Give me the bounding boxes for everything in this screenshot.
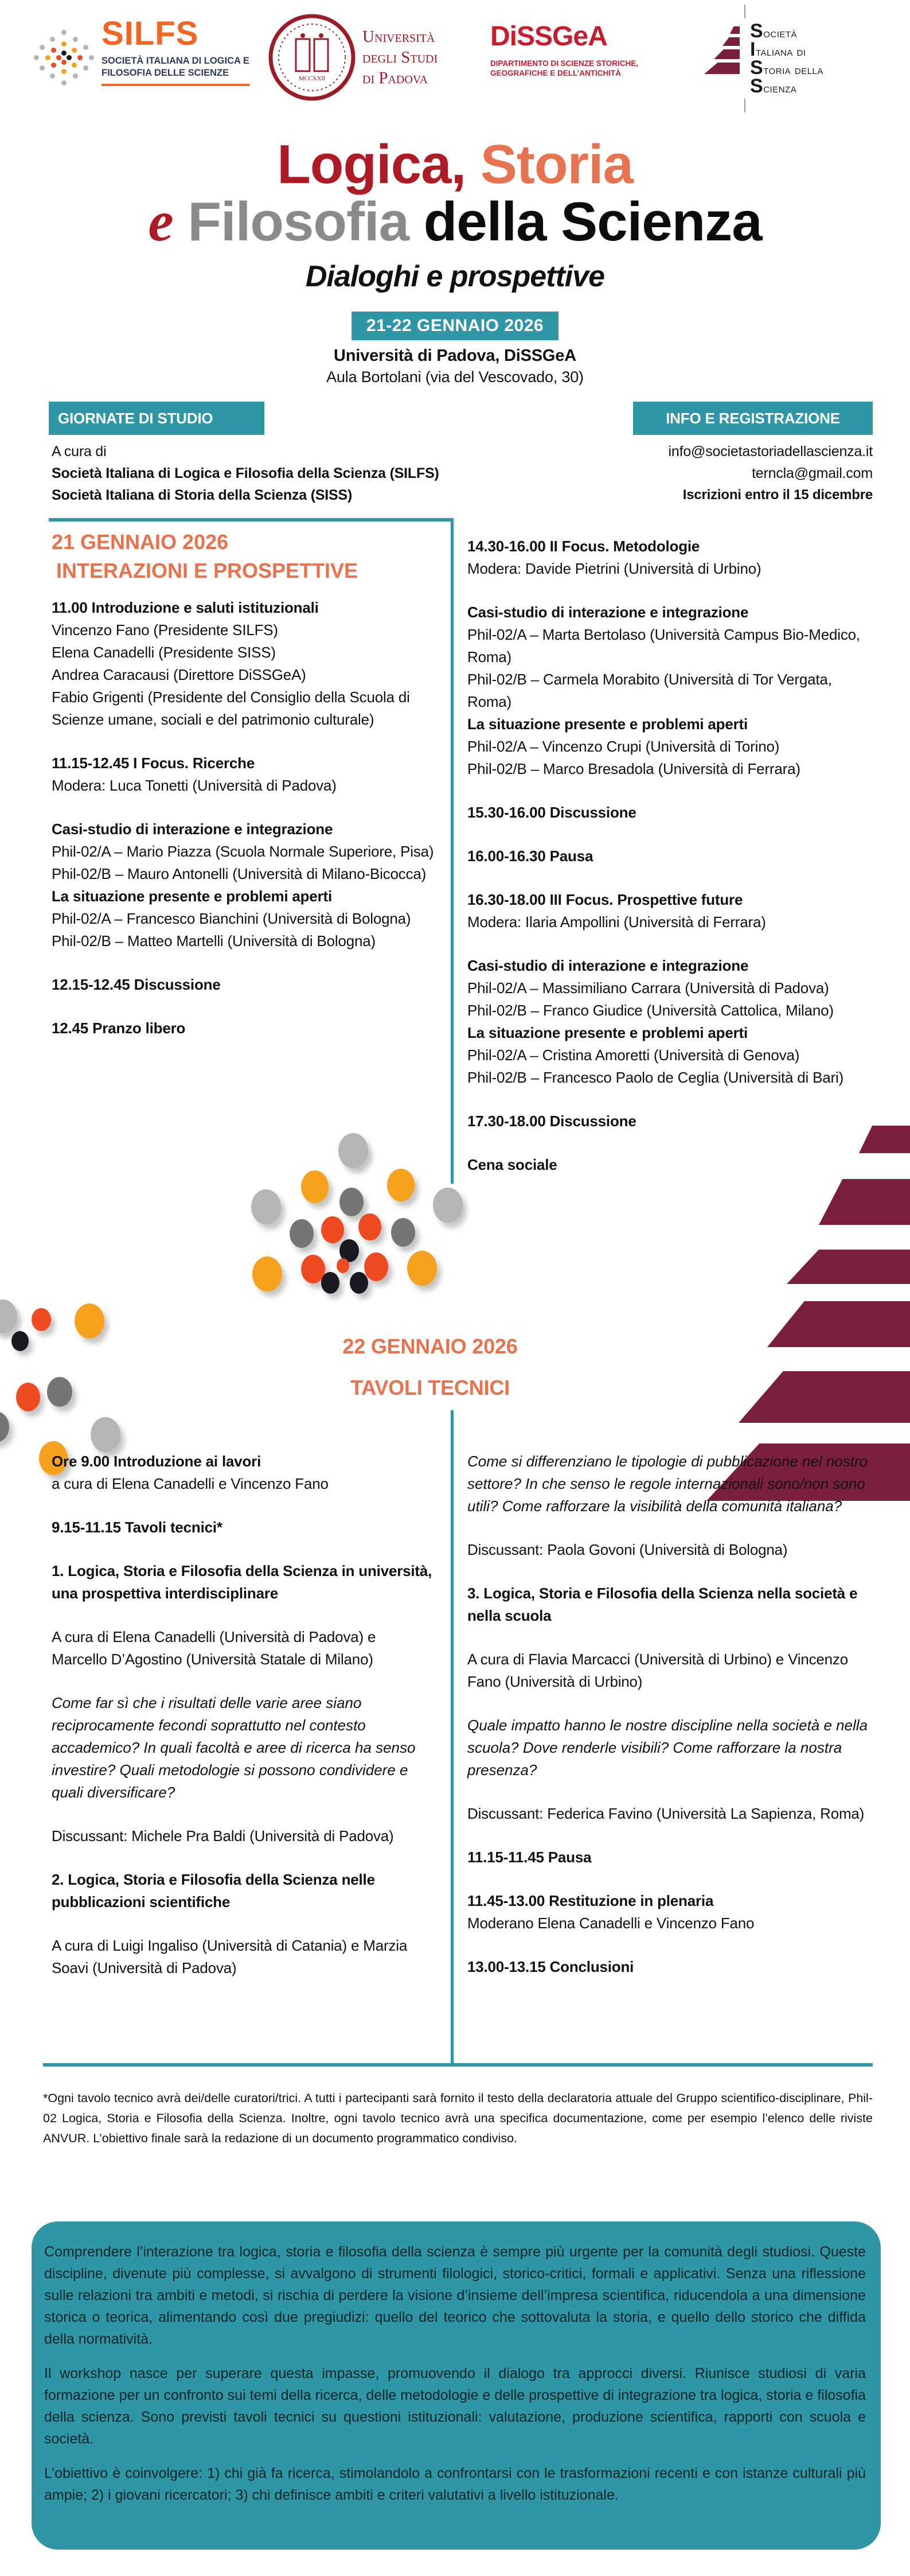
schedule-gap <box>52 1913 435 1935</box>
schedule-gap <box>467 867 864 889</box>
schedule-gap <box>52 1495 435 1516</box>
silfs-name: SILFS <box>101 15 199 52</box>
curators-siss: Società Italiana di Storia della Scienza (SISS) <box>52 487 353 503</box>
curators-silfs: Società Italiana di Logica e Filosofia della Scienza (SILFS) <box>52 465 439 481</box>
title-word-logica: Logica, <box>277 134 466 195</box>
title-word-della-scienza: della Scienza <box>423 191 762 252</box>
silfs-dot <box>40 45 45 50</box>
schedule-line: 2. Logica, Storia e Filosofia della Scienza nelle pubblicazioni scientifiche <box>52 1871 375 1910</box>
decorative-dot <box>358 1213 381 1240</box>
curators-block <box>52 441 439 506</box>
schedule-line: Quale impatto hanno le nostre discipline nella società e nella scuola? Dove renderle visibili? Come rafforzare la nostra presenza? <box>467 1717 868 1779</box>
decorative-dot <box>301 1170 329 1203</box>
schedule-line: 11.00 Introduzione e saluti istituzionali <box>52 599 319 616</box>
silfs-dot <box>77 55 83 60</box>
schedule-line: Discussant: Michele Pra Baldi (Università di Padova) <box>52 1827 394 1845</box>
unipd-line-3: di Padova <box>362 69 428 87</box>
schedule-line: Phil-02/A – Francesco Bianchini (Università di Bologna) <box>52 910 411 927</box>
silfs-dot <box>61 30 67 35</box>
silfs-subtitle-1: SOCIETÀ ITALIANA DI LOGICA E <box>101 56 249 66</box>
decorative-dot <box>32 1308 51 1331</box>
day2-heading-date: 22 GENNAIO 2026 <box>342 1334 518 1358</box>
schedule-gap <box>52 731 435 752</box>
day2-heading <box>0 1332 860 1402</box>
schedule-gap <box>52 797 435 818</box>
divider-horizontal-bottom <box>43 2063 873 2067</box>
decorative-dot <box>91 1417 120 1452</box>
day1-heading <box>52 528 358 585</box>
siss-line-2: Italiana di <box>750 38 806 60</box>
date-banner <box>0 312 910 340</box>
schedule-line: Phil-02/A – Mario Piazza (Scuola Normale Superiore, Pisa) <box>52 843 434 860</box>
schedule-line: Casi-studio di interazione e integrazione <box>467 604 749 621</box>
schedule-line: 17.30-18.00 Discussione <box>467 1112 636 1130</box>
registration-email-2: terncla@gmail.com <box>752 465 873 481</box>
schedule-line: Phil-02/A – Vincenzo Crupi (Università di Torino) <box>467 738 780 755</box>
decorative-dot <box>391 1218 415 1247</box>
divider-vertical-day2 <box>451 1410 454 2064</box>
schedule-gap <box>467 1935 869 1956</box>
silfs-dot <box>61 60 67 65</box>
siss-dash-top <box>744 5 745 18</box>
siss-line-4: Scienza <box>750 75 797 97</box>
schedule-line: La situazione presente e problemi aperti <box>52 888 333 905</box>
day1-left-column <box>52 597 435 1040</box>
dissgea-name: DiSSGeA <box>490 21 607 52</box>
decorative-dot <box>321 1272 339 1294</box>
schedule-gap <box>467 1693 869 1714</box>
schedule-line: a cura di Elena Canadelli e Vincenzo Fano <box>52 1475 329 1492</box>
schedule-line: 16.00-16.30 Pausa <box>467 847 593 865</box>
giornate-di-studio-box: GIORNATE DI STUDIO <box>49 402 264 435</box>
siss-line-1: Società <box>750 20 798 42</box>
day1-heading-topic: INTERAZIONI E PROSPETTIVE <box>56 559 358 582</box>
schedule-line: 15.30-16.00 Discussione <box>467 804 636 821</box>
day2-heading-topic: TAVOLI TECNICI <box>350 1376 510 1399</box>
silfs-dot <box>83 45 88 50</box>
schedule-line: A cura di Elena Canadelli (Università di Padova) e Marcello D’Agostino (Università Statale di Milano) <box>52 1628 376 1668</box>
title-word-filosofia: Filosofia <box>188 191 409 252</box>
siss-logo <box>704 5 876 112</box>
silfs-dot <box>61 50 67 56</box>
decorative-dot <box>0 1299 17 1333</box>
registration-block <box>575 441 873 506</box>
schedule-line: 12.15-12.45 Discussione <box>52 976 221 993</box>
schedule-gap <box>467 933 864 955</box>
schedule-line: Vincenzo Fano (Presidente SILFS) <box>52 621 278 639</box>
schedule-gap <box>467 1825 869 1846</box>
day1-heading-date: 21 GENNAIO 2026 <box>52 530 229 554</box>
schedule-gap <box>467 1517 869 1539</box>
silfs-dot <box>50 73 55 79</box>
schedule-line: 13.00-13.15 Conclusioni <box>467 1958 634 1975</box>
schedule-line: Elena Canadelli (Presidente SISS) <box>52 644 276 661</box>
silfs-dot <box>50 37 55 42</box>
schedule-line: La situazione presente e problemi aperti <box>467 715 748 733</box>
schedule-line: Modera: Davide Pietrini (Università di Urbino) <box>467 560 761 577</box>
decorative-dot <box>387 1169 415 1201</box>
decorative-dot <box>433 1188 463 1223</box>
day2-right-column <box>467 1450 869 1978</box>
schedule-line: Modera: Luca Tonetti (Università di Padova) <box>52 777 337 794</box>
schedule-line: 9.15-11.15 Tavoli tecnici* <box>52 1519 222 1536</box>
unipd-line-2: degli Studi <box>362 48 438 67</box>
schedule-gap <box>467 1627 869 1648</box>
unipd-line-1: Università <box>362 28 435 46</box>
schedule-line: Casi-studio di interazione e integrazione <box>52 820 333 838</box>
abstract-block <box>32 2221 881 2550</box>
schedule-gap <box>467 1869 869 1890</box>
page-title <box>0 134 910 253</box>
schedule-line: 1. Logica, Storia e Filosofia della Scienza in università, una prospettiva interdisciplinare <box>52 1562 432 1602</box>
schedule-line: Moderano Elena Canadelli e Vincenzo Fano <box>467 1915 755 1932</box>
dissgea-logo <box>490 23 639 98</box>
schedule-line: Casi-studio di interazione e integrazione <box>467 957 749 974</box>
registration-deadline: Iscrizioni entro il 15 dicembre <box>682 487 873 503</box>
silfs-dots-icon <box>32 28 96 95</box>
decorative-dot <box>338 1133 368 1168</box>
schedule-line: Phil-02/A – Massimiliano Carrara (Università di Padova) <box>467 979 829 997</box>
silfs-dot <box>51 63 56 68</box>
schedule-line: Phil-02/A – Marta Bertolaso (Università Campus Bio-Medico, Roma) <box>467 626 860 666</box>
silfs-dot <box>72 48 77 53</box>
silfs-dot <box>67 55 72 60</box>
schedule-gap <box>52 996 435 1017</box>
schedule-gap <box>52 952 435 974</box>
abstract-paragraph-1: Comprendere l’interazione tra logica, storia e filosofia della scienza è sempre più urgente per la comunità degli studiosi. Queste discipline, divenute più complesse, si avvalgono di strumenti filologici, storico-critici, formali e applicativi. Senza una riflessione sulle relazioni tra ambiti e metodi, si rischia di perdere la visione d’insieme dell’impresa scientifica, riducendola a una dimensione storica o teorica, alimentando così due pregiudizi: quello del teorico che sottovaluta la storia, e quello dello storico che diffida della normatività. <box>44 2244 866 2347</box>
silfs-dot <box>56 55 61 60</box>
silfs-dot <box>61 69 67 74</box>
schedule-line: La situazione presente e problemi aperti <box>467 1024 748 1041</box>
schedule-gap <box>467 1133 864 1154</box>
decorative-dot <box>252 1256 282 1291</box>
schedule-line: Fabio Grigenti (Presidente del Consiglio della Scuola di Scienze umane, sociali e del patrimonio culturale) <box>52 688 410 728</box>
curators-intro: A cura di <box>52 443 107 460</box>
silfs-subtitle-2: FILOSOFIA DELLE SCIENZE <box>101 68 229 78</box>
venue-line-1: Università di Padova, DiSSGeA <box>334 347 576 365</box>
date-banner-label: 21-22 GENNAIO 2026 <box>351 312 559 340</box>
divider-vertical-day1 <box>451 518 454 1184</box>
decorative-dot <box>290 1219 314 1248</box>
schedule-line: Phil-02/B – Franco Giudice (Università Cattolica, Milano) <box>467 1002 834 1019</box>
silfs-dot <box>72 63 77 68</box>
abstract-paragraph-2: Il workshop nasce per superare questa impasse, promuovendo il dialogo tra approcci diversi. Riunisce studiosi di varia formazione per un confronto sui temi della ricerca, delle metodologie e delle prospettive di integrazione tra logica, storia e filosofia della scienza. Sono previsti tavoli tecnici su questioni istituzionali: valutazione, produzione scientifica, rapporti con scuola e società. <box>44 2365 866 2447</box>
silfs-dot <box>61 41 67 46</box>
registration-email-1: info@societastoriadellascienza.it <box>668 443 873 460</box>
schedule-line: Phil-02/B – Francesco Paolo de Ceglia (Università di Bari) <box>467 1069 844 1086</box>
title-word-storia: Storia <box>480 134 633 195</box>
silfs-dot <box>61 80 67 85</box>
dissgea-subtitle-2: GEOGRAFICHE E DELL’ANTICHITÀ <box>490 69 622 77</box>
info-registrazione-box: INFO E REGISTRAZIONE <box>633 402 873 435</box>
unipd-logo <box>268 9 486 106</box>
page-subtitle: Dialoghi e prospettive <box>305 260 605 293</box>
silfs-underline <box>101 84 249 86</box>
schedule-line: Modera: Ilaria Ampollini (Università di Ferrara) <box>467 913 766 931</box>
siss-line-3: Storia della <box>750 57 823 79</box>
schedule-line: 12.45 Pranzo libero <box>52 1019 186 1037</box>
schedule-line: 11.15-11.45 Pausa <box>467 1849 592 1866</box>
decorative-dot <box>350 1272 368 1294</box>
schedule-line: 11.15-12.45 I Focus. Ricerche <box>52 754 255 772</box>
schedule-line: 14.30-16.00 II Focus. Metodologie <box>467 538 700 555</box>
silfs-dot <box>34 55 39 60</box>
silfs-dot <box>45 55 50 60</box>
divider-horizontal-day1 <box>49 518 452 522</box>
schedule-line: Cena sociale <box>467 1156 557 1173</box>
title-word-e: e <box>148 189 173 253</box>
decorative-dot <box>407 1251 437 1286</box>
schedule-line: Discussant: Paola Govoni (Università di Bologna) <box>467 1541 788 1558</box>
decorative-dot <box>337 1258 349 1273</box>
schedule-gap <box>52 1847 435 1869</box>
schedule-gap <box>467 1089 864 1110</box>
decorative-dot <box>321 1216 344 1243</box>
silfs-dot <box>40 65 45 71</box>
schedule-line: Phil-02/A – Cristina Amoretti (Università di Genova) <box>467 1046 800 1064</box>
schedule-line: 16.30-18.00 III Focus. Prospettive future <box>467 891 743 908</box>
schedule-line: Phil-02/B – Matteo Martelli (Università di Bologna) <box>52 932 376 950</box>
decorative-dot <box>0 1411 9 1442</box>
silfs-dot <box>89 55 94 60</box>
schedule-line: Phil-02/B – Carmela Morabito (Università di Tor Vergata, Roma) <box>467 671 832 710</box>
schedule-gap <box>467 1781 869 1803</box>
schedule-line: Ore 9.00 Introduzione ai lavori <box>52 1453 261 1470</box>
decorative-dot <box>364 1252 388 1281</box>
decorative-dot <box>251 1189 281 1224</box>
dots-decoration-center <box>241 1127 470 1299</box>
venue-line-2: Aula Bortolani (via del Vescovado, 30) <box>326 368 584 386</box>
day1-right-column <box>467 535 864 1176</box>
schedule-gap <box>52 1804 435 1825</box>
silfs-dot <box>73 37 78 42</box>
schedule-line: Discussant: Federica Favino (Università La Sapienza, Roma) <box>467 1805 865 1822</box>
silfs-dot <box>51 48 56 53</box>
schedule-gap <box>52 1671 435 1692</box>
dissgea-subtitle-1: DIPARTIMENTO DI SCIENZE STORICHE, <box>490 59 639 68</box>
siss-dash-bottom <box>744 99 745 112</box>
schedule-line: Come si differenziano le tipologie di pubblicazione nel nostro settore? In che senso le regole internazionali sono/non sono utili? Come rafforzare la visibilità della comunità italiana? <box>467 1453 868 1515</box>
schedule-gap <box>52 1539 435 1560</box>
schedule-line: Phil-02/B – Marco Bresadola (Università di Ferrara) <box>467 760 800 777</box>
schedule-line: Come far sì che i risultati delle varie aree siano reciprocamente fecondi soprattutto nel contesto accademico? In quali facoltà e aree di ricerca ha senso investire? Quali metodologie si possono condividere e quali diversificare? <box>52 1694 416 1801</box>
siss-triangles-icon <box>704 26 740 91</box>
schedule-gap <box>52 1605 435 1626</box>
silfs-logo <box>32 15 249 103</box>
unipd-seal-icon <box>268 14 356 101</box>
decorative-dot <box>339 1188 364 1216</box>
unipd-seal-year: MCCXXII <box>298 75 326 82</box>
schedule-line: Phil-02/B – Mauro Antonelli (Università di Milano-Bicocca) <box>52 865 427 882</box>
schedule-line: Andrea Caracausi (Direttore DiSSGeA) <box>52 666 306 683</box>
abstract-paragraph-3: L’obiettivo è coinvolgere: 1) chi già fa ricerca, stimolandolo a confrontarsi con le trasformazioni recenti e con istanze culturali più ampie; 2) i giovani ricercatori; 3) chi definisce ambiti e criteri valutativi a livello istituzionale. <box>44 2465 866 2503</box>
schedule-line: A cura di Luigi Ingaliso (Università di Catania) e Marzia Soavi (Università di Padova) <box>52 1937 408 1976</box>
schedule-line: 3. Logica, Storia e Filosofia della Scienza nella società e nella scuola <box>467 1585 858 1624</box>
schedule-gap <box>467 824 864 845</box>
schedule-line: 11.45-13.00 Restituzione in plenaria <box>467 1892 714 1909</box>
silfs-dot <box>83 65 88 71</box>
schedule-gap <box>467 580 864 601</box>
silfs-dot <box>73 73 78 79</box>
footnote: *Ogni tavolo tecnico avrà dei/delle curatori/trici. A tutti i partecipanti sarà fornito il testo della declaratoria attuale del Gruppo scientifico-disciplinare, Phil-02 Logica, Storia e Filosofia della Scienza. Inoltre, ogni tavolo tecnico avrà una specifica documentazione, come per esempio l’elenco delle riviste ANVUR. L’obiettivo finale sarà la redazione di un documento programmatico condiviso. <box>43 2091 873 2145</box>
schedule-line: A cura di Flavia Marcacci (Università di Urbino) e Vincenzo Fano (Università di Urbino) <box>467 1651 848 1690</box>
schedule-gap <box>467 1561 869 1582</box>
schedule-gap <box>467 780 864 801</box>
day2-left-column <box>52 1450 435 1979</box>
